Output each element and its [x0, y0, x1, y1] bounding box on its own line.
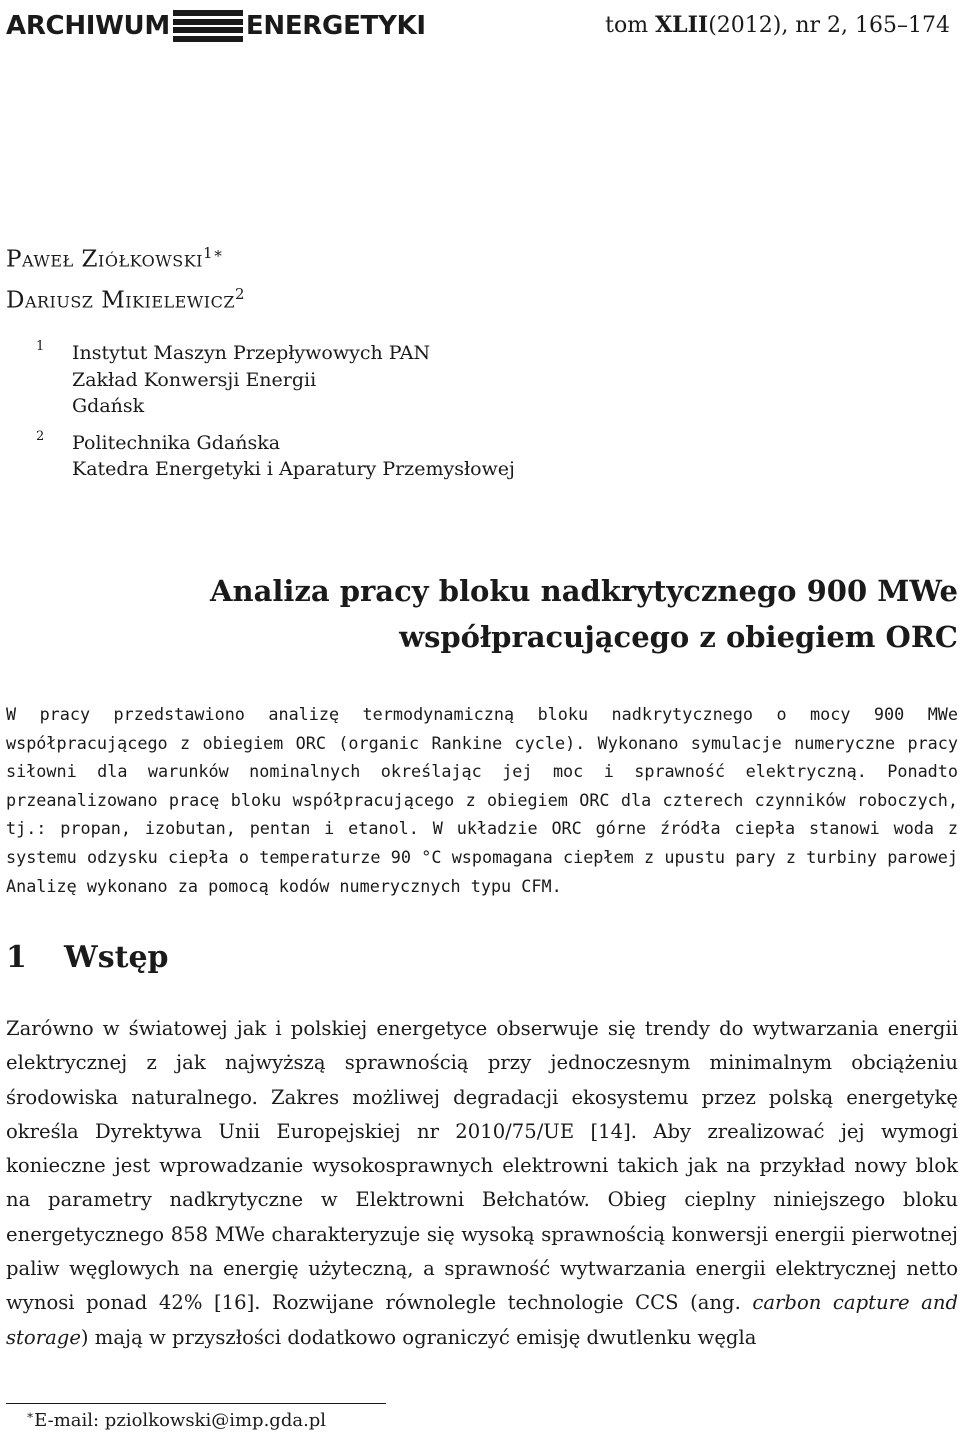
paragraph-text: ) mają w przyszłości dodatkowo ograniczyć emisję dwutlenku węgla: [80, 1325, 757, 1349]
author-name: Dariusz Mikielewicz: [6, 287, 235, 314]
paragraph-text: Zarówno w światowej jak i polskiej energetyce obserwuje się trendy do wytwarzania energii elektrycznej z jak najwyższą sprawnością przy jednoczesnym minimalnym obciążeniu środowiska naturalnego. Zakres możliwej degradacji ekosystemu przez polską energetykę określa Dyrektywa Unii Europejskiej nr 2010/75/UE [14]. Aby zrealizować jej wymogi konieczne jest wprowadzanie wysokosprawnych elektrowni takich jak na przykład nowy blok na parametry nadkrytyczne w Elektrowni Bełchatów. Obieg cieplny niniejszego bloku energetycznego 858 MWe charakteryzuje się wysoką sprawnością konwersji energii pierwotnej paliw węglowych na energię użyteczną, a sprawność wytwarzania energii elektrycznej netto wynosi ponad 42% [16]. Rozwijane równolegle technologie CCS (ang.: [6, 1017, 958, 1315]
journal-logo: [6, 8, 426, 44]
affiliation: [36, 428, 515, 483]
title-line: Analiza pracy bloku nadkrytycznego 900 MWe: [209, 574, 958, 608]
paragraph: [6, 1012, 958, 1355]
logo-bars-icon: [173, 10, 243, 42]
title-line: współpracującego z obiegiem ORC: [399, 620, 958, 654]
affiliation: [36, 339, 515, 420]
footnote: [26, 1408, 326, 1431]
section-number: 1: [6, 940, 27, 975]
issue-info: [605, 12, 950, 38]
author-name: Paweł Ziółkowski: [6, 246, 203, 273]
affiliation-line: Instytut Maszyn Przepływowych PAN: [72, 342, 431, 364]
affiliation-line: Katedra Energetyki i Aparatury Przemysłowej: [72, 458, 515, 480]
body-text: [6, 1012, 958, 1355]
journal-header: [6, 8, 956, 44]
affiliation-line: Gdańsk: [72, 395, 145, 417]
italic-term: carbon capture and storage: [6, 1291, 958, 1349]
footnote-rule: [6, 1403, 386, 1404]
issue-volume: XLII: [655, 12, 709, 38]
footnote-email[interactable]: E-mail: pziolkowski@imp.gda.pl: [34, 1410, 327, 1431]
paper-title: [6, 568, 958, 660]
abstract: [6, 700, 958, 900]
author-mark: 1∗: [202, 244, 224, 262]
section-heading: [6, 940, 169, 975]
abstract-text: W pracy przedstawiono analizę termodynamiczną bloku nadkrytycznego o mocy 900 MWe współpracującego z obiegiem ORC (organic Rankine cycle). Wykonano symulacje numeryczne pracy siłowni dla warunków nominalnych określając jej moc i sprawność elektryczną. Ponadto przeanalizowano pracę bloku współpracującego z obiegiem ORC dla czterech czynników roboczych, tj.: propan, izobutan, pentan i etanol. W układzie ORC górne źródła ciepła stanowi woda z systemu odzysku ciepła o temperaturze 90 °C wspomagana ciepłem z upustu pary z turbiny parowej Analizę wykonano za pomocą kodów numerycznych typu CFM.: [6, 704, 958, 896]
affiliation-number: 2: [36, 428, 45, 444]
footnote-mark: ∗: [26, 1408, 35, 1422]
author: [6, 236, 245, 277]
affiliation-line: Politechnika Gdańska: [72, 431, 281, 454]
journal-name-left: ARCHIWUM: [6, 11, 170, 41]
affiliation-line: Zakład Konwersji Energii: [72, 368, 317, 391]
author: [6, 277, 245, 318]
journal-name-right: ENERGETYKI: [245, 11, 426, 41]
issue-details: (2012), nr 2, 165–174: [708, 13, 950, 38]
issue-prefix: tom: [605, 13, 656, 38]
affiliation-number: 1: [36, 339, 45, 354]
section-title: Wstęp: [64, 940, 169, 975]
author-list: [6, 236, 245, 317]
affiliation-list: [36, 339, 515, 483]
author-mark: 2: [235, 284, 246, 303]
